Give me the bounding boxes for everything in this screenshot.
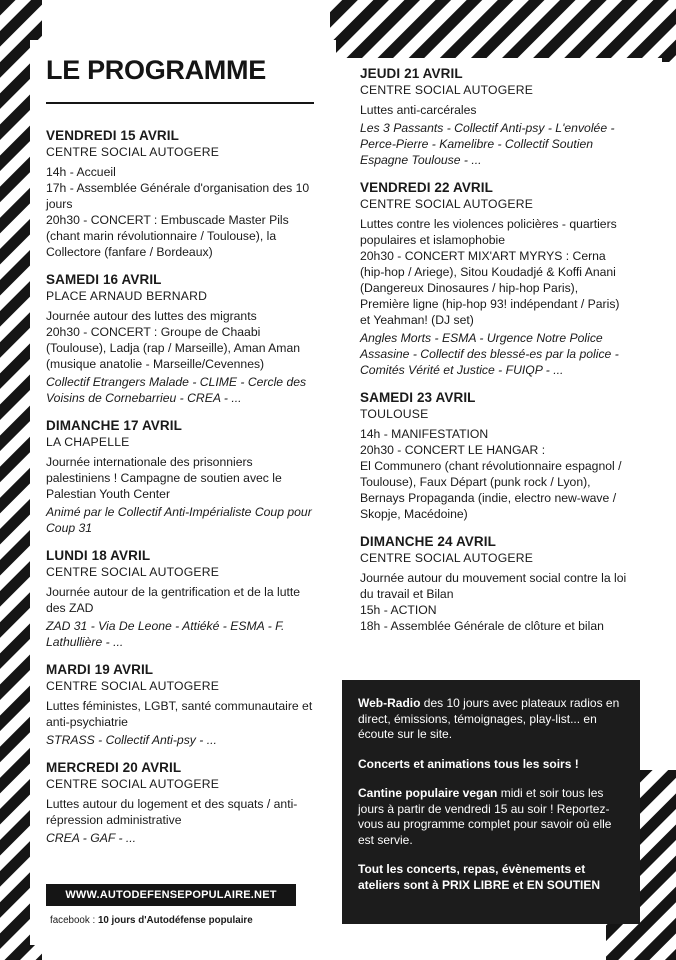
title-divider bbox=[46, 102, 314, 104]
organizers: STRASS - Collectif Anti-psy - ... bbox=[46, 733, 217, 747]
info-webradio bbox=[358, 696, 626, 743]
event-line: 20h30 - CONCERT MIX'ART MYRYS : Cerna (hip-hop / Ariege), Sitou Koudadjé & Koffi Anani (Dangereux Dinosaures / hip-hop Paris), Première ligne (hip-hop 93! indépendant / Paris) et Yeahman! (DJ set) bbox=[360, 249, 620, 327]
day-block bbox=[360, 534, 630, 634]
info-box bbox=[342, 680, 640, 924]
day-place: CENTRE SOCIAL AUTOGERE bbox=[46, 145, 220, 159]
event-line: Journée autour de la gentrification et de la lutte des ZAD bbox=[46, 585, 301, 615]
day-block bbox=[46, 128, 316, 260]
info-prix-libre-text: Tout les concerts, repas, évènements et ateliers sont à PRIX LIBRE et EN SOUTIEN bbox=[358, 862, 601, 892]
right-column bbox=[360, 66, 630, 646]
day-title: MARDI 19 AVRIL bbox=[46, 662, 154, 677]
day-title: MERCREDI 20 AVRIL bbox=[46, 760, 182, 775]
event-line: Luttes contre les violences policières - quartiers populaires et islamophobie bbox=[360, 217, 617, 247]
facebook-page-name[interactable]: 10 jours d'Autodéfense populaire bbox=[97, 915, 253, 926]
day-block bbox=[360, 180, 630, 378]
day-place: TOULOUSE bbox=[360, 407, 429, 421]
day-title: SAMEDI 16 AVRIL bbox=[46, 272, 162, 287]
event-line: 15h - ACTION bbox=[360, 603, 437, 617]
day-title: JEUDI 21 AVRIL bbox=[360, 66, 463, 81]
info-cantine-label: Cantine populaire vegan bbox=[358, 786, 498, 800]
day-title: VENDREDI 22 AVRIL bbox=[360, 180, 493, 195]
info-concerts bbox=[358, 757, 626, 773]
event-line: 18h - Assemblée Générale de clôture et bilan bbox=[360, 619, 604, 633]
organizers: Animé par le Collectif Anti-Impérialiste Coup pour Coup 31 bbox=[46, 505, 312, 535]
event-line: Journée autour du mouvement social contre la loi du travail et Bilan bbox=[360, 571, 627, 601]
event-line: Luttes autour du logement et des squats / anti-répression administrative bbox=[46, 797, 298, 827]
event-line: Luttes féministes, LGBT, santé communautaire et anti-psychiatrie bbox=[46, 699, 313, 729]
organizers: ZAD 31 - Via De Leone - Attiéké - ESMA - F. Lathullière - ... bbox=[46, 619, 285, 649]
event-line: 20h30 - CONCERT : Groupe de Chaabi (Toulouse), Ladja (rap / Marseille), Aman Aman (musique anatolie - Marseille/Cevennes) bbox=[46, 325, 301, 371]
event-line: 20h30 - CONCERT LE HANGAR : bbox=[360, 443, 546, 457]
day-block bbox=[360, 66, 630, 168]
right-schedule bbox=[360, 66, 630, 634]
day-title: DIMANCHE 17 AVRIL bbox=[46, 418, 182, 433]
day-title: LUNDI 18 AVRIL bbox=[46, 548, 151, 563]
day-block bbox=[46, 662, 316, 748]
organizers: Les 3 Passants - Collectif Anti-psy - L'envolée - Perce-Pierre - Kamelibre - Collectif Soutien Espagne Toulouse - ... bbox=[360, 121, 615, 167]
info-webradio-text: des 10 jours avec plateaux radios en direct, émissions, témoignages, play-list... en écoute sur le site. bbox=[358, 696, 620, 741]
day-title: DIMANCHE 24 AVRIL bbox=[360, 534, 496, 549]
organizers: Collectif Etrangers Malade - CLIME - Cercle des Voisins de Cornebarrieu - CREA - ... bbox=[46, 375, 307, 405]
day-block bbox=[360, 390, 630, 522]
website-link[interactable]: WWW.AUTODEFENSEPOPULAIRE.NET bbox=[46, 884, 296, 906]
day-place: CENTRE SOCIAL AUTOGERE bbox=[360, 83, 534, 97]
page-title: LE PROGRAMME bbox=[46, 55, 266, 85]
event-line: 14h - MANIFESTATION bbox=[360, 427, 489, 441]
day-block bbox=[46, 548, 316, 650]
event-line: 20h30 - CONCERT : Embuscade Master Pils (chant marin révolutionnaire / Toulouse), la Collectore (fanfare / Bordeaux) bbox=[46, 213, 289, 259]
day-place: PLACE ARNAUD BERNARD bbox=[46, 289, 208, 303]
day-block bbox=[46, 418, 316, 536]
info-concerts-text: Concerts et animations tous les soirs ! bbox=[358, 756, 579, 771]
event-line: Journée autour des luttes des migrants bbox=[46, 309, 257, 323]
day-title: VENDREDI 15 AVRIL bbox=[46, 128, 179, 143]
facebook-line bbox=[50, 914, 253, 928]
day-block bbox=[46, 760, 316, 846]
event-line: 17h - Assemblée Générale d'organisation des 10 jours bbox=[46, 181, 310, 211]
info-prix-libre bbox=[358, 862, 626, 893]
event-line: El Communero (chant révolutionnaire espagnol / Toulouse), Faux Départ (punk rock / Lyon), Bernays Propaganda (indie, electro new-wave / Skopje, Macédoine) bbox=[360, 459, 622, 521]
day-place: CENTRE SOCIAL AUTOGERE bbox=[46, 679, 220, 693]
event-line: Journée internationale des prisonniers palestiniens ! Campagne de soutien avec le Palestian Youth Center bbox=[46, 455, 282, 501]
day-title: SAMEDI 23 AVRIL bbox=[360, 390, 476, 405]
day-place: CENTRE SOCIAL AUTOGERE bbox=[46, 777, 220, 791]
info-cantine-text: midi et soir tous les jours à partir de vendredi 15 au soir ! Reportez-vous au programme complet pour savoir où elle est servie. bbox=[358, 786, 612, 847]
day-place: LA CHAPELLE bbox=[46, 435, 130, 449]
event-line: 14h - Accueil bbox=[46, 165, 116, 179]
left-schedule bbox=[46, 128, 316, 846]
day-place: CENTRE SOCIAL AUTOGERE bbox=[46, 565, 220, 579]
organizers: CREA - GAF - ... bbox=[46, 831, 137, 845]
info-webradio-label: Web-Radio bbox=[358, 696, 421, 710]
day-place: CENTRE SOCIAL AUTOGERE bbox=[360, 197, 534, 211]
organizers: Angles Morts - ESMA - Urgence Notre Police Assasine - Collectif des blessé-es par la police - Comités Vérité et Justice - FUIQP - ... bbox=[360, 331, 619, 377]
day-place: CENTRE SOCIAL AUTOGERE bbox=[360, 551, 534, 565]
day-block bbox=[46, 272, 316, 406]
info-cantine bbox=[358, 786, 626, 848]
event-line: Luttes anti-carcérales bbox=[360, 103, 477, 117]
left-column bbox=[46, 54, 316, 858]
facebook-label: facebook : bbox=[50, 915, 98, 926]
